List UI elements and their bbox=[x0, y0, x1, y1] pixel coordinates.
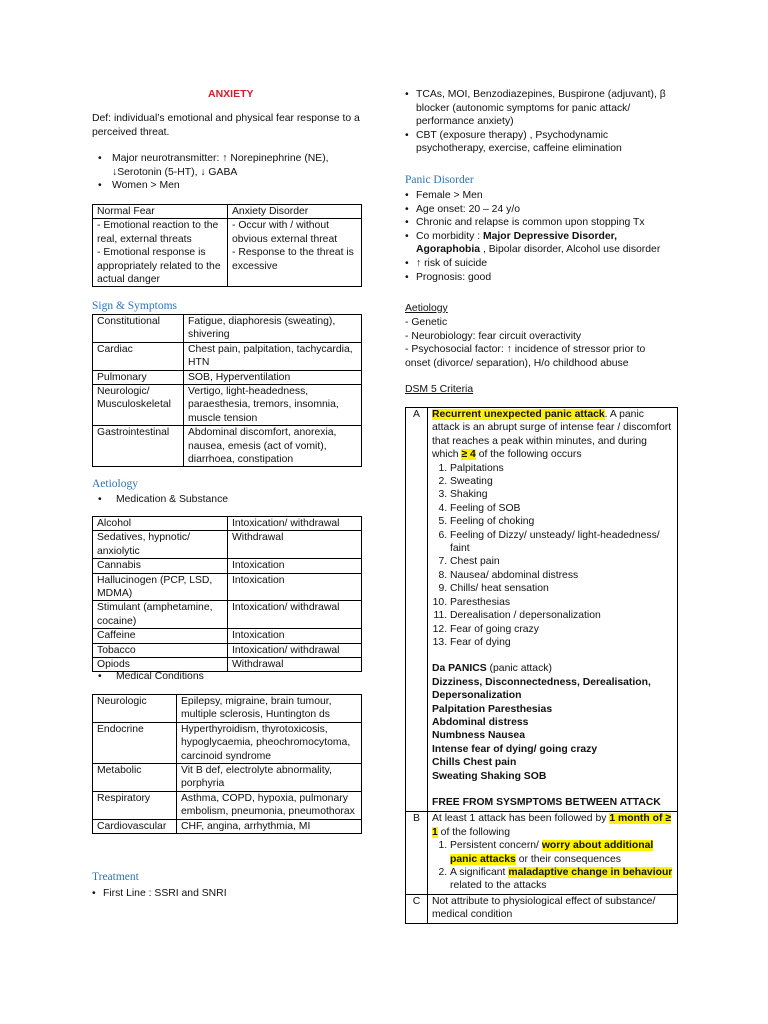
table-cell: Hyperthyroidism, thyrotoxicosis, hypoglycaemia, pheochromocytoma, carcinoid syndrome bbox=[177, 722, 362, 763]
table-cell: Vertigo, light-headedness, paraesthesia, tremors, insomnia, muscle tension bbox=[184, 385, 362, 426]
table-header: Anxiety Disorder bbox=[228, 205, 362, 219]
table-cell: Hallucinogen (PCP, LSD, MDMA) bbox=[93, 573, 228, 601]
cell-line: - Emotional reaction to the real, external threats bbox=[97, 220, 219, 245]
list-item: • CBT (exposure therapy) , Psychodynamic psychotherapy, exercise, caffeine elimination bbox=[405, 129, 670, 156]
list-item: 3. Shaking bbox=[450, 488, 673, 501]
mnemonic-line: Abdominal distress bbox=[432, 716, 529, 728]
table-row bbox=[93, 695, 362, 723]
text: Persistent concern/ bbox=[450, 840, 542, 852]
text: of the following bbox=[437, 826, 510, 838]
table-cell: Cannabis bbox=[93, 559, 228, 573]
table-row bbox=[93, 385, 362, 426]
list-item: • Female > Men bbox=[405, 189, 680, 203]
intro-bullets bbox=[92, 152, 364, 193]
table-row bbox=[93, 629, 362, 643]
list-item: - Neurobiology: fear circuit overactivity bbox=[405, 330, 582, 342]
substance-table bbox=[92, 516, 362, 672]
table-row bbox=[406, 812, 678, 894]
table-cell: Opiods bbox=[93, 658, 228, 672]
table-row bbox=[93, 791, 362, 819]
criteria-label: B bbox=[406, 812, 428, 894]
table-cell: Intoxication bbox=[228, 629, 362, 643]
signs-heading: Sign & Symptoms bbox=[92, 300, 177, 312]
table-row bbox=[93, 315, 362, 343]
table-cell: Neurologic bbox=[93, 695, 177, 723]
table-row bbox=[93, 601, 362, 629]
medication-bullet bbox=[92, 493, 364, 507]
list-item: • Chronic and relapse is common upon stopping Tx bbox=[405, 216, 680, 230]
aetiology-heading: Aetiology bbox=[92, 478, 138, 490]
table-row bbox=[93, 764, 362, 792]
table-cell: Caffeine bbox=[93, 629, 228, 643]
dsm-table bbox=[405, 407, 678, 924]
list-item: 13. Fear of dying bbox=[450, 636, 673, 649]
table-cell: Respiratory bbox=[93, 791, 177, 819]
fear-table bbox=[92, 204, 362, 287]
table-header: Normal Fear bbox=[93, 205, 228, 219]
table-row bbox=[93, 219, 362, 287]
table-row bbox=[93, 426, 362, 467]
text: At least 1 attack has been followed by bbox=[432, 813, 610, 825]
table-cell bbox=[93, 219, 228, 287]
table-cell: Withdrawal bbox=[228, 531, 362, 559]
highlight: Recurrent unexpected panic attack bbox=[432, 409, 605, 420]
aetiology2-lines bbox=[405, 316, 670, 370]
mnemonic-line: Palpitation Paresthesias bbox=[432, 703, 553, 715]
table-cell: Cardiac bbox=[93, 342, 184, 370]
table-row bbox=[406, 408, 678, 812]
highlight: maladaptive change in behaviour bbox=[508, 867, 673, 878]
symptom-list bbox=[432, 462, 673, 650]
list-item bbox=[405, 230, 680, 257]
text: . A panic attack is an abrupt surge of intense fear / discomfort that reaches a peak within minutes, and during which bbox=[432, 409, 672, 461]
treatment-heading: Treatment bbox=[92, 871, 139, 883]
criteria-a bbox=[428, 408, 678, 812]
table-cell bbox=[228, 219, 362, 287]
list-item: • Major neurotransmitter: ↑ Norepinephrine (NE), ↓Serotonin (5-HT), ↓ GABA bbox=[92, 152, 364, 179]
table-cell: Endocrine bbox=[93, 722, 177, 763]
mnemonic-line: Numbness Nausea bbox=[432, 730, 525, 742]
list-item: • Medication & Substance bbox=[92, 493, 364, 507]
highlight: ≥ 4 bbox=[461, 449, 476, 461]
page-title: ANXIETY bbox=[208, 88, 254, 100]
table-cell: Intoxication bbox=[228, 559, 362, 573]
table-row bbox=[93, 531, 362, 559]
cell-line: - Response to the threat is excessive bbox=[232, 247, 354, 272]
list-item: 5. Feeling of choking bbox=[450, 515, 673, 528]
table-cell: Cardiovascular bbox=[93, 819, 177, 833]
list-item bbox=[450, 839, 673, 866]
text: of the following occurs bbox=[475, 449, 582, 461]
table-cell: Alcohol bbox=[93, 517, 228, 531]
table-cell: Intoxication/ withdrawal bbox=[228, 517, 362, 531]
list-item: 9. Chills/ heat sensation bbox=[450, 582, 673, 595]
list-item: • Prognosis: good bbox=[405, 271, 680, 285]
list-item: - Psychosocial factor: ↑ incidence of stressor prior to onset (divorce/ separation), H/o childhood abuse bbox=[405, 344, 646, 369]
treatment-bullets bbox=[92, 887, 364, 901]
criteria-label: C bbox=[406, 894, 428, 923]
list-item: 1. Palpitations bbox=[450, 462, 673, 475]
dsm-heading: DSM 5 Criteria bbox=[405, 384, 474, 395]
table-cell: Intoxication/ withdrawal bbox=[228, 601, 362, 629]
table-cell: Sedatives, hypnotic/ anxiolytic bbox=[93, 531, 228, 559]
table-cell: SOB, Hyperventilation bbox=[184, 370, 362, 384]
comorbidity-major: Major Depressive Disorder, Agoraphobia bbox=[416, 230, 617, 256]
list-item: 2. Sweating bbox=[450, 475, 673, 488]
list-item: 7. Chest pain bbox=[450, 555, 673, 568]
cell-line: - Emotional response is appropriately related to the actual danger bbox=[97, 247, 221, 286]
panic-bullets bbox=[405, 189, 680, 284]
mnemonic-line: Chills Chest pain bbox=[432, 757, 517, 769]
mnemonic-line: Sweating Shaking SOB bbox=[432, 770, 547, 782]
list-item: 8. Nausea/ abdominal distress bbox=[450, 569, 673, 582]
mnemonic-line: Dizziness, Disconnectedness, Derealisation, Depersonalization bbox=[432, 676, 651, 702]
signs-table bbox=[92, 314, 362, 467]
list-item: • ↑ risk of suicide bbox=[405, 257, 680, 271]
criteria-c: Not attribute to physiological effect of substance/ medical condition bbox=[428, 894, 678, 923]
comorbidity-label: Co morbidity : bbox=[416, 230, 483, 242]
table-cell: Gastrointestinal bbox=[93, 426, 184, 467]
list-item bbox=[450, 866, 673, 893]
table-row bbox=[93, 370, 362, 384]
list-item: 6. Feeling of Dizzy/ unsteady/ light-headedness/ faint bbox=[450, 529, 673, 556]
list-item: 12. Fear of going crazy bbox=[450, 623, 673, 636]
list-item: • Women > Men bbox=[92, 179, 364, 193]
criteria-b-list bbox=[432, 839, 673, 893]
definition: Def: individual’s emotional and physical fear response to a perceived threat. bbox=[92, 113, 360, 138]
list-item: - Genetic bbox=[405, 317, 448, 328]
table-cell: Pulmonary bbox=[93, 370, 184, 384]
table-cell: Metabolic bbox=[93, 764, 177, 792]
table-cell: Neurologic/ Musculoskeletal bbox=[93, 385, 184, 426]
list-item: 11. Derealisation / depersonalization bbox=[450, 609, 673, 622]
mnemonic-line: Intense fear of dying/ going crazy bbox=[432, 743, 598, 755]
table-cell: Intoxication bbox=[228, 573, 362, 601]
criteria-b bbox=[428, 812, 678, 894]
aetiology2-heading: Aetiology bbox=[405, 303, 448, 314]
table-cell: CHF, angina, arrhythmia, MI bbox=[177, 819, 362, 833]
text: or their consequences bbox=[515, 853, 621, 865]
table-cell: Constitutional bbox=[93, 315, 184, 343]
table-cell: Abdominal discomfort, anorexia, nausea, emesis (act of vomit), diarrhoea, constipation bbox=[184, 426, 362, 467]
table-row bbox=[93, 342, 362, 370]
medical-bullet bbox=[92, 670, 364, 684]
table-cell: Withdrawal bbox=[228, 658, 362, 672]
table-row bbox=[93, 205, 362, 219]
table-cell: Intoxication/ withdrawal bbox=[228, 643, 362, 657]
table-cell: Fatigue, diaphoresis (sweating), shivering bbox=[184, 315, 362, 343]
treatment-continued bbox=[405, 88, 670, 156]
table-row bbox=[93, 722, 362, 763]
list-item: 10. Paresthesias bbox=[450, 596, 673, 609]
text: A significant bbox=[450, 867, 509, 878]
text: related to the attacks bbox=[450, 880, 547, 892]
table-cell: Chest pain, palpitation, tachycardia, HTN bbox=[184, 342, 362, 370]
table-cell: Stimulant (amphetamine, cocaine) bbox=[93, 601, 228, 629]
table-row bbox=[406, 894, 678, 923]
table-cell: Asthma, COPD, hypoxia, pulmonary embolism, pneumonia, pneumothorax bbox=[177, 791, 362, 819]
mnemonic-subtitle: (panic attack) bbox=[486, 663, 552, 675]
table-row bbox=[93, 573, 362, 601]
list-item: 4. Feeling of SOB bbox=[450, 502, 673, 515]
table-cell: Epilepsy, migraine, brain tumour, multiple sclerosis, Huntington ds bbox=[177, 695, 362, 723]
table-row bbox=[93, 643, 362, 657]
highlight: 1 month of ≥ 1 bbox=[432, 813, 672, 838]
table-row bbox=[93, 517, 362, 531]
criteria-label: A bbox=[406, 408, 428, 812]
list-item: • Age onset: 20 – 24 y/o bbox=[405, 203, 680, 217]
list-item: • Medical Conditions bbox=[92, 670, 364, 684]
free-from-note: FREE FROM SYSMPTOMS BETWEEN ATTACK bbox=[432, 796, 661, 808]
medical-table bbox=[92, 694, 362, 834]
table-row bbox=[93, 559, 362, 573]
cell-line: - Occur with / without obvious external threat bbox=[232, 220, 338, 245]
mnemonic-title: Da PANICS bbox=[432, 663, 487, 675]
highlight: worry about additional panic attacks bbox=[450, 840, 654, 865]
table-cell: Vit B def, electrolyte abnormality, porphyria bbox=[177, 764, 362, 792]
table-row bbox=[93, 819, 362, 833]
table-cell: Tobacco bbox=[93, 643, 228, 657]
comorbidity-rest: , Bipolar disorder, Alcohol use disorder bbox=[480, 244, 661, 256]
list-item: • First Line : SSRI and SNRI bbox=[92, 887, 364, 901]
panic-heading: Panic Disorder bbox=[405, 174, 474, 186]
list-item: • TCAs, MOI, Benzodiazepines, Buspirone (adjuvant), β blocker (autonomic symptoms for panic attack/ performance anxiety) bbox=[405, 88, 670, 129]
